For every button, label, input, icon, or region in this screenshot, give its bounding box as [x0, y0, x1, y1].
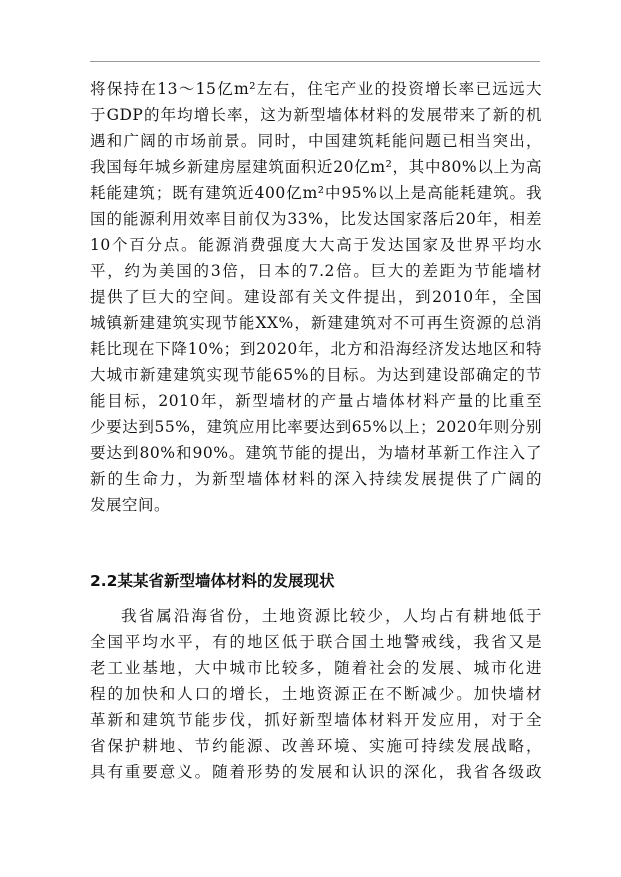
text-line: 具有重要意义。随着形势的发展和认识的深化，我省各级政 [90, 763, 542, 781]
text-line: 我国每年城乡新建房屋建筑面积近20亿m²，其中80%以上为高 [90, 158, 542, 176]
text-line: 发展空间。 [90, 496, 171, 514]
text-line: 我省属沿海省份，土地资源比较少，人均占有耕地低于 [121, 607, 542, 625]
section-heading: 2.2某某省新型墙体材料的发展现状 [90, 572, 335, 590]
paragraph-2 [90, 603, 542, 785]
header-rule [90, 61, 540, 62]
text-line: 老工业基地，大中城市比较多，随着社会的发展、城市化进 [90, 659, 542, 677]
text-line: 10个百分点。能源消费强度大大高于发达国家及世界平均水 [90, 236, 542, 254]
text-line: 全国平均水平，有的地区低于联合国土地警戒线，我省又是 [90, 633, 542, 651]
text-line: 将保持在13～15亿m²左右，住宅产业的投资增长率已远远大 [90, 80, 542, 98]
text-line: 省保护耕地、节约能源、改善环境、实施可持续发展战略， [90, 737, 542, 755]
text-line: 程的加快和人口的增长，土地资源正在不断减少。加快墙材 [90, 685, 542, 703]
text-line: 城镇新建建筑实现节能XX%，新建建筑对不可再生资源的总消 [90, 314, 542, 332]
text-line: 大城市新建建筑实现节能65%的目标。为达到建设部确定的节 [90, 366, 542, 384]
text-line: 能目标，2010年，新型墙材的产量占墙体材料产量的比重至 [90, 392, 542, 410]
text-line: 平，约为美国的3倍，日本的7.2倍。巨大的差距为节能墙材 [90, 262, 542, 280]
text-line: 少要达到55%，建筑应用比率要达到65%以上；2020年则分别 [90, 418, 542, 436]
text-line: 于GDP的年均增长率，这为新型墙体材料的发展带来了新的机 [90, 106, 542, 124]
text-line: 要达到80%和90%。建筑节能的提出，为墙材革新工作注入了 [90, 444, 542, 462]
text-line: 遇和广阔的市场前景。同时，中国建筑耗能问题已相当突出， [90, 132, 542, 150]
text-line: 耗比现在下降10%；到2020年，北方和沿海经济发达地区和特 [90, 340, 542, 358]
text-line: 提供了巨大的空间。建设部有关文件提出，到2010年，全国 [90, 288, 542, 306]
text-line: 革新和建筑节能步伐，抓好新型墙体材料开发应用，对于全 [90, 711, 542, 729]
text-line: 国的能源利用效率目前仅为33%，比发达国家落后20年，相差 [90, 210, 542, 228]
paragraph-1 [90, 76, 542, 518]
text-line: 耗能建筑；既有建筑近400亿m²中95%以上是高能耗建筑。我 [90, 184, 542, 202]
text-line: 新的生命力，为新型墙体材料的深入持续发展提供了广阔的 [90, 470, 542, 488]
